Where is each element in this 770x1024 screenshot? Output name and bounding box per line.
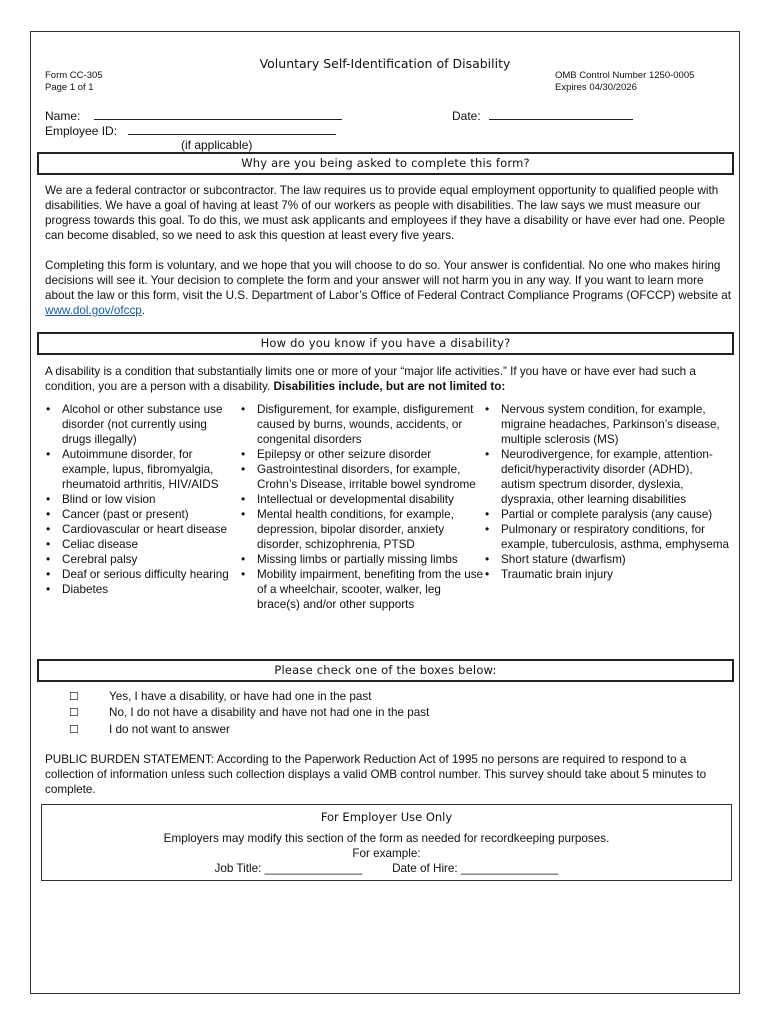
checkbox-no-answer[interactable]: ☐ (69, 723, 79, 736)
why-paragraph-2 (45, 258, 731, 318)
list-item: • Nervous system condition, for example, migraine headaches, Parkinson’s disease, multiple sclerosis (MS) (484, 402, 729, 447)
employer-use-line-2: For example: (352, 847, 421, 860)
list-item: • Cerebral palsy (45, 552, 237, 567)
form-page (30, 31, 740, 994)
employee-id-field-row (45, 123, 336, 138)
employee-id-label: Employee ID: (45, 124, 118, 138)
list-item: • Gastrointestinal disorders, for example, Crohn’s Disease, irritable bowel syndrome (240, 462, 485, 492)
name-field-row (45, 108, 342, 123)
list-item: • Deaf or serious difficulty hearing (45, 567, 237, 582)
form-meta-right (555, 70, 694, 94)
disability-list-column-2 (240, 402, 485, 612)
employer-use-box (41, 804, 732, 881)
name-label: Name: (45, 109, 81, 123)
list-item: • Mobility impairment, benefiting from the use of a wheelchair, scooter, walker, leg brace(s) and/or other supports (240, 567, 485, 612)
public-burden-statement: PUBLIC BURDEN STATEMENT: According to the Paperwork Reduction Act of 1995 no persons are required to respond to a collection of information unless such collection displays a valid OMB control number. This survey should take about 5 minutes to complete. (45, 753, 707, 796)
date-field-row (452, 108, 633, 123)
date-input-line[interactable] (489, 108, 633, 120)
option-yes[interactable] (69, 689, 429, 705)
list-item: • Epilepsy or other seizure disorder (240, 447, 485, 462)
date-label: Date: (452, 109, 481, 123)
list-item: • Neurodivergence, for example, attention-deficit/hyperactivity disorder (ADHD), autism spectrum disorder, dyslexia, dyspraxia, other learning disabilities (484, 447, 729, 507)
why-paragraph-2-end: . (141, 304, 146, 317)
disability-definition (45, 364, 731, 394)
list-item: • Traumatic brain injury (484, 567, 729, 582)
employer-use-fields (42, 861, 731, 876)
expiration-date: Expires 04/30/2026 (555, 82, 637, 93)
checkbox-no[interactable]: ☐ (69, 707, 79, 720)
name-input-line[interactable] (94, 108, 342, 120)
employee-id-input-line[interactable] (128, 123, 336, 135)
list-item: • Missing limbs or partially missing limbs (240, 552, 485, 567)
checkbox-yes[interactable]: ☐ (69, 691, 79, 703)
form-title: Voluntary Self-Identification of Disability (259, 56, 511, 71)
section-heading-how: How do you know if you have a disability? (37, 332, 734, 355)
disability-list-column-3 (484, 402, 729, 582)
list-item: • Short stature (dwarfism) (484, 552, 729, 567)
list-item: • Cancer (past or present) (45, 507, 237, 522)
list-item: • Diabetes (45, 582, 237, 597)
omb-number: OMB Control Number 1250-0005 (555, 70, 695, 81)
employer-use-body (42, 831, 731, 876)
option-no[interactable] (69, 705, 429, 721)
list-item: • Mental health conditions, for example, depression, bipolar disorder, anxiety disorder, schizophrenia, PTSD (240, 507, 485, 552)
disability-answer-options (69, 689, 429, 738)
option-no-answer[interactable] (69, 722, 429, 738)
why-paragraph-2-text: Completing this form is voluntary, and we hope that you will choose to do so. Your answer is confidential. No one who makes hiring decisions will see it. Your decision to complete the form and your answer will not harm you in any way. If you want to learn more about the law or this form, visit the U.S. Department of Labor’s Office of Federal Contract Compliance Programs (OFCCP) website at (45, 259, 731, 302)
list-item: • Autoimmune disorder, for example, lupus, fibromyalgia, rheumatoid arthritis, HIV/AIDS (45, 447, 237, 492)
option-no-answer-label: I do not want to answer (109, 722, 230, 736)
ofccp-link[interactable]: www.dol.gov/ofccp (45, 304, 142, 317)
list-item: • Celiac disease (45, 537, 237, 552)
form-meta-left (45, 70, 103, 94)
date-of-hire-field[interactable]: Date of Hire: _______________ (392, 862, 559, 875)
job-title-field[interactable]: Job Title: _______________ (214, 862, 363, 875)
list-item: • Cardiovascular or heart disease (45, 522, 237, 537)
employer-use-title: For Employer Use Only (320, 810, 453, 824)
employer-use-line-1: Employers may modify this section of the form as needed for recordkeeping purposes. (163, 832, 610, 845)
section-heading-check: Please check one of the boxes below: (37, 659, 734, 682)
page-info: Page 1 of 1 (45, 82, 94, 93)
form-number: Form CC-305 (45, 70, 103, 81)
disability-definition-text: A disability is a condition that substantially limits one or more of your “major life activities.” If you have or have ever had such a condition, you are a person with a disability. (45, 365, 696, 393)
list-item: • Alcohol or other substance use disorder (not currently using drugs illegally) (45, 402, 237, 447)
disability-list-intro: Disabilities include, but are not limited to: (273, 380, 506, 393)
why-paragraph-1: We are a federal contractor or subcontractor. The law requires us to provide equal employment opportunity to qualified people with disabilities. We have a goal of having at least 7% of our workers as people with disabilities. The law says we must measure our progress towards this goal. To do this, we must ask applicants and employees if they have a disability or have ever had one. People can become disabled, so we need to ask this question at least every five years. (45, 184, 725, 242)
list-item: • Partial or complete paralysis (any cause) (484, 507, 729, 522)
section-heading-why: Why are you being asked to complete this form? (37, 152, 734, 175)
disability-list-column-1 (45, 402, 237, 597)
list-item: • Intellectual or developmental disability (240, 492, 485, 507)
list-item: • Disfigurement, for example, disfigurement caused by burns, wounds, accidents, or congenital disorders (240, 402, 485, 447)
option-no-label: No, I do not have a disability and have not had one in the past (109, 706, 430, 720)
list-item: • Pulmonary or respiratory conditions, for example, tuberculosis, asthma, emphysema (484, 522, 729, 552)
employee-id-note: (if applicable) (181, 138, 253, 152)
option-yes-label: Yes, I have a disability, or have had one in the past (109, 690, 372, 703)
list-item: • Blind or low vision (45, 492, 237, 507)
